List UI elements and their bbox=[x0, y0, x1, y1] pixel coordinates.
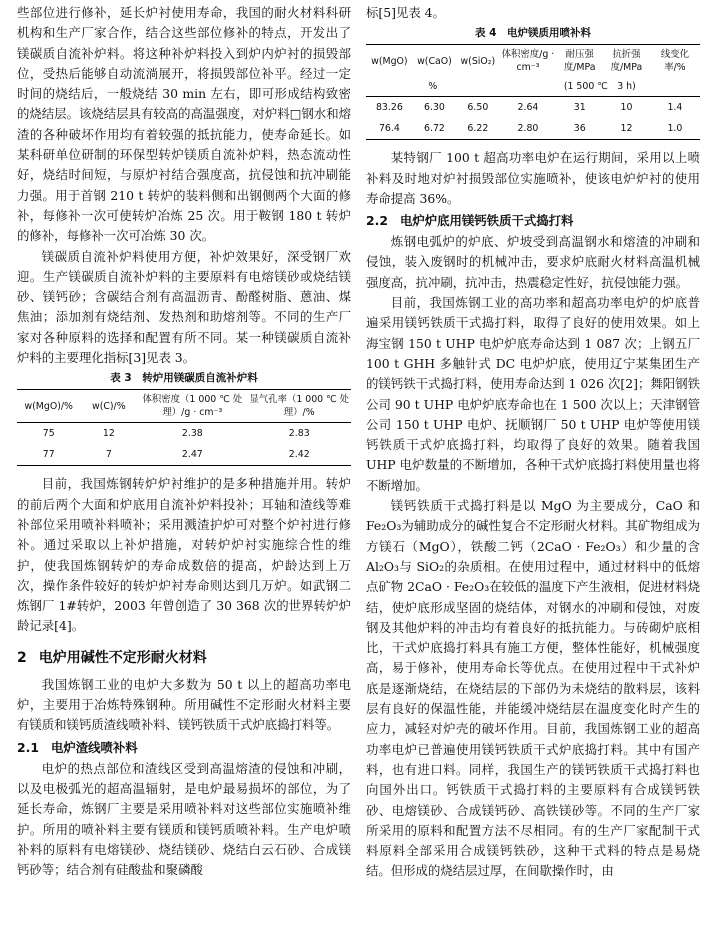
table-cell: 6.22 bbox=[456, 118, 499, 140]
subsection-heading bbox=[17, 738, 351, 758]
table-cell: 36 bbox=[556, 118, 603, 140]
table-cell: 12 bbox=[603, 118, 650, 140]
body-paragraph: 标[5]见表 4。 bbox=[366, 5, 445, 20]
body-paragraph: 些部位进行修补，延长炉衬使用寿命，我国的耐火材料科研机构和生产厂家合作，结合这些部位修补的特点，开发出了镁碳质自流补炉料。将这种补炉料投入到炉内炉衬的损毁部位，受热后能够自动流淌展开，将损毁部位补平。经过一定时间的烧结后，一般烧结 30 min 左右，即可形成结构致密的烧结层。该烧结层具有较高的高温强度，对炉料□钢水和熔渣的各种破坏作用均有着较强的抵抗能力，使寿命延长。如某科研单位研制的环保型转炉镁质自流补炉料，热态流动性好，烧结时间短，与原炉衬结合强度高，抗侵蚀和抗冲刷能力强。用于首钢 210 t 转炉的装料侧和出钢侧两个大面的修补，每修补一次可使转炉冶炼 25 次。用于鞍钢 180 t 转炉的修补，每修补一次可冶炼 30 次。 bbox=[17, 5, 351, 244]
table-header-cell: 体积密度/g · cm⁻³ bbox=[500, 45, 557, 78]
table-header-cell: 显气孔率（1 000 ℃ 处理）/% bbox=[247, 390, 351, 423]
table-cell: 2.42 bbox=[247, 444, 351, 466]
table-header-cell: w(C)/% bbox=[80, 390, 137, 423]
subsection-number: 2.2 bbox=[366, 213, 388, 229]
table-cell: 2.83 bbox=[288, 428, 310, 440]
body-paragraph: 电炉的热点部位和渣线区受到高温熔渣的侵蚀和冲刷，以及电极弧光的超高温辐射，是电炉最易损坏的部位，为了延长寿命，炼钢厂主要是采用喷补料对这些部位实施喷补维护。所用的喷补料主要有镁质和镁钙质喷补料。生产电炉喷补料的原料有电熔镁砂、烧结镁砂、烧结白云石砂、合成镁钙砂等；结合剂有硅酸盐和聚磷酸 bbox=[17, 760, 351, 878]
table-condition-cell: (1 500 ℃ 3 h) bbox=[500, 77, 700, 97]
subsection-heading bbox=[366, 211, 700, 231]
right-column bbox=[366, 3, 700, 882]
table-row bbox=[17, 444, 351, 466]
body-paragraph: 某特钢厂 100 t 超高功率电炉在运行期间，采用以上喷补料及时地对炉衬损毁部位实施喷补，使该电炉炉衬的使用寿命提高 36%。 bbox=[366, 150, 700, 206]
body-paragraph: 我国炼钢工业的电炉大多数为 50 t 以上的超高功率电炉，主要用于冶炼特殊钢种。所用碱性不定形耐火材料主要有镁质和镁钙质渣线喷补料、镁钙铁质干式炉底捣打料等。 bbox=[17, 676, 351, 733]
subsection-title: 电炉渣线喷补料 bbox=[50, 739, 138, 755]
table-row bbox=[366, 97, 700, 119]
subsection-title: 电炉炉底用镁钙铁质干式捣打料 bbox=[399, 213, 574, 229]
section-heading bbox=[17, 647, 351, 669]
table-header-cell: 抗折强度/MPa bbox=[603, 45, 650, 78]
table-cell: 6.72 bbox=[413, 118, 456, 140]
table-cell: 6.50 bbox=[467, 102, 489, 114]
table-cell: 1.4 bbox=[667, 102, 683, 114]
table-header-cell: w(SiO₂) bbox=[456, 45, 499, 78]
table-cell: 77 bbox=[17, 444, 80, 466]
table-cell: 12 bbox=[102, 428, 115, 440]
body-paragraph: 目前，我国炼钢工业的高功率和超高功率电炉的炉底普遍采用镁钙铁质干式捣打料，取得了良好的使用效果。如上海宝钢 150 t UHP 电炉炉底寿命达到 1 087 次；上钢五厂 100 t GHH 多触针式 DC 电炉炉底，使用辽宁某集团生产的镁钙铁干式捣打料，使用寿命达到 1 026 次[2]；舞阳钢铁公司 90 t UHP 电炉炉底寿命也在 1 500 次以上；天津钢管公司 150 t UHP 电炉、抚顺钢厂 50 t UHP 电炉等使用镁钙铁质干式炉底捣打料，均取得了良好的效果。随着我国 UHP 电炉数量的不断增加，各种干式炉底捣打料使用量也将不断增加。 bbox=[366, 295, 700, 493]
table-header-cell: 线变化率/% bbox=[650, 45, 700, 78]
table-cell: 75 bbox=[42, 428, 55, 440]
table-cell: 7 bbox=[80, 444, 137, 466]
table-cell: 2.80 bbox=[500, 118, 557, 140]
table-3 bbox=[17, 389, 351, 466]
table-header-cell: w(CaO) bbox=[413, 45, 456, 78]
table-4-caption: 表 4 电炉镁质用喷补料 bbox=[475, 27, 591, 40]
table-cell: 2.64 bbox=[517, 102, 539, 114]
table-row bbox=[17, 423, 351, 445]
body-paragraph: 炼钢电弧炉的炉底、炉坡受到高温钢水和熔渣的冲刷和侵蚀，装入废钢时的机械冲击，要求炉底耐火材料高温机械强度高，抗冲刷，抗冲击，热震稳定性好，抗侵蚀能力强。 bbox=[366, 234, 700, 290]
table-cell: 6.30 bbox=[424, 102, 445, 114]
left-column bbox=[17, 3, 351, 880]
table-3-caption: 表 3 转炉用镁碳质自流补炉料 bbox=[110, 372, 258, 385]
table-cell: 2.38 bbox=[181, 428, 203, 440]
table-cell: 31 bbox=[573, 102, 586, 114]
section-title: 电炉用碱性不定形耐火材料 bbox=[38, 649, 207, 666]
table-row bbox=[366, 118, 700, 140]
table-header-cell: w(MgO) bbox=[366, 45, 413, 78]
table-header-cell: w(MgO)/% bbox=[17, 390, 80, 423]
section-number: 2 bbox=[17, 649, 27, 666]
table-cell: 83.26 bbox=[375, 102, 403, 114]
body-paragraph: 目前，我国炼钢转炉炉衬维护的是多种措施并用。转炉的前后两个大面和炉底用自流补炉料投补；耳轴和渣线等难补部位采用喷补料喷补；采用溅渣护炉可对整个炉衬进行修补。通过采取以上补炉措施，对转炉炉衬实施综合性的维护，使我国炼钢转炉的寿命成数倍的提高，炉龄达到上万次，操作条件较好的转炉炉衬寿命则达到几万炉。如武钢二炼钢厂 1#转炉，2003 年曾创造了 30 368 次的世界转炉炉龄记录[4]。 bbox=[17, 476, 351, 634]
table-cell: 2.47 bbox=[137, 444, 247, 466]
table-4 bbox=[366, 44, 700, 140]
table-cell: 1.0 bbox=[650, 118, 700, 140]
body-paragraph: 镁钙铁质干式捣打料是以 MgO 为主要成分，CaO 和 Fe₂O₃为辅助成分的碱性复合不定形耐火材料。其矿物组成为方镁石（MgO），铁酸二钙（2CaO · Fe₂O₃）和少量的含 Al₂O₃与 SiO₂的杂质相。在使用过程中，通过材料中的低熔点矿物 2CaO · Fe₂O₃在较低的温度下产生液相，促进材料烧结，使炉底形成坚固的烧结体，对钢水的冲刷和侵蚀，对废钢及其他炉料的冲击均有着良好的抵抗能力。与砖砌炉底相比，干式炉底捣打料具有施工方便，整体性能好，机械强度高，易于修补，使用寿命长等优点。在使用过程中干式补炉底是逐渐烧结，在烧结层的下部仍为未烧结的散料层，该料层有良好的保温性能，并能缓冲烧结层在温度变化时产生的应力，减轻对炉壳的破坏作用。目前，我国炼钢工业的超高功率电炉已普遍使用镁钙铁质干式炉底捣打料。其中有国产料，也有进口料。同样，我国生产的镁钙铁质干式捣打料也向国外出口。钙铁质干式捣打料的主要原料有合成镁钙铁砂、电熔镁砂、合成镁钙砂、高铁镁砂等。不同的生产厂家所采用的原料和配置方法不尽相同。有的生产厂家配制干式料原料全部采用合成镁钙铁砂，这种干式料的特点是易烧结。但形成的烧结层过厚，在间歇操作时，由 bbox=[366, 498, 700, 879]
subsection-number: 2.1 bbox=[17, 739, 39, 755]
table-cell: 10 bbox=[620, 102, 633, 114]
table-unit-cell: % bbox=[366, 77, 500, 97]
table-cell: 76.4 bbox=[366, 118, 413, 140]
table-header-cell: 耐压强度/MPa bbox=[556, 45, 603, 78]
table-header-cell: 体积密度（1 000 ℃ 处理）/g · cm⁻³ bbox=[137, 390, 247, 423]
body-paragraph: 镁碳质自流补炉料使用方便，补炉效果好，深受钢厂欢迎。生产镁碳质自流补炉料的主要原料有电熔镁砂或烧结镁砂、镁钙砂；含碳结合剂有高温沥青、酚醛树脂、蒽油、煤焦油；添加剂有烧结剂、发热剂和助熔剂等。不同的生产厂家对各种原料的选择和配置有所不同。某一种镁碳质自流补炉料的主要理化指标[3]见表 3。 bbox=[17, 248, 351, 366]
